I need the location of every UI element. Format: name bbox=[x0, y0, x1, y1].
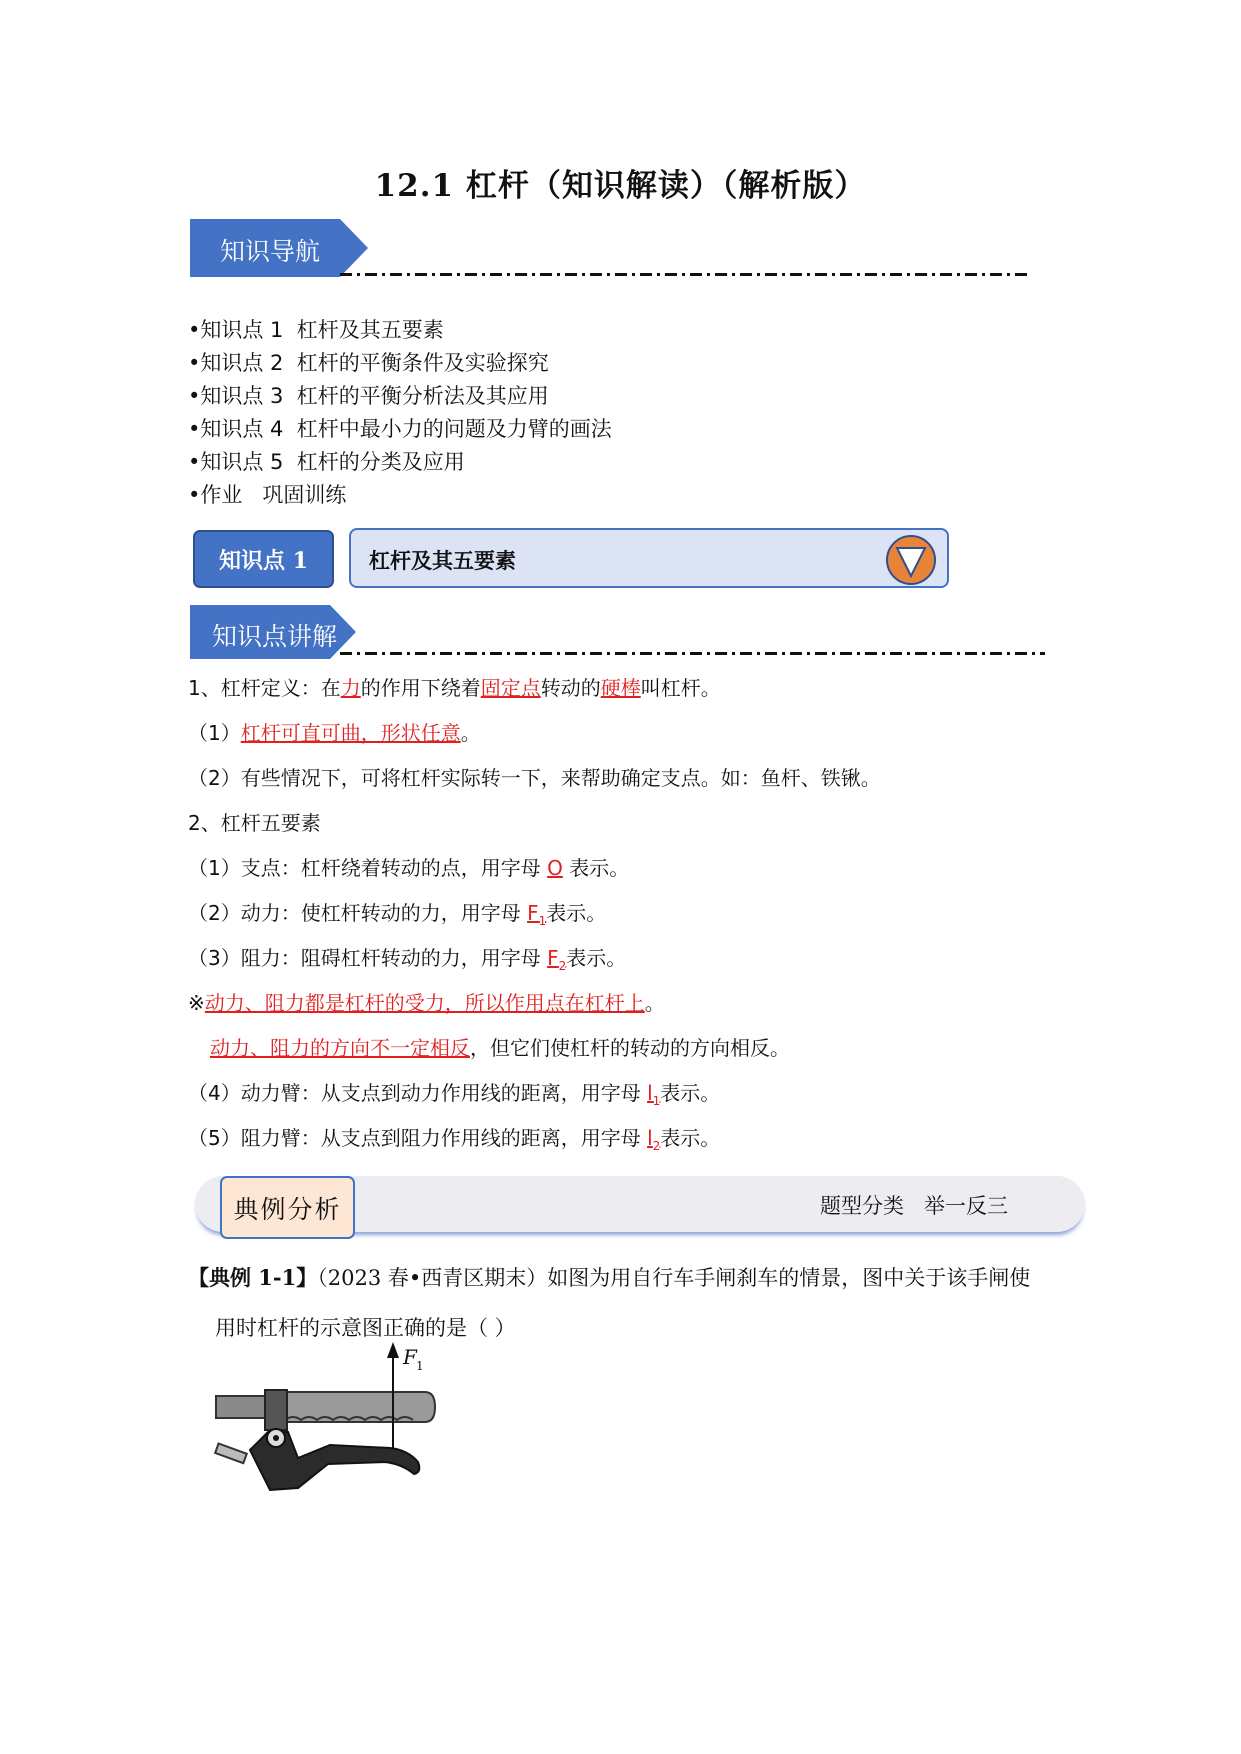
example-question-line: 用时杠杆的示意图正确的是（ ） bbox=[215, 1316, 516, 1340]
nav-banner-label: 知识导航 bbox=[220, 237, 321, 266]
nav-item[interactable]: •知识点 5 杠杆的分类及应用 bbox=[188, 450, 465, 474]
force-label-sub: 1 bbox=[416, 1359, 424, 1373]
content-line: （5）阻力臂：从支点到阻力作用线的距离，用字母 $l_2$表示。 bbox=[188, 1126, 721, 1153]
force-label: F bbox=[403, 1345, 417, 1369]
content-line: 1、杠杆定义：在力的作用下绕着固定点转动的硬棒叫杠杆。 bbox=[188, 676, 721, 700]
example-section-subtitle: 题型分类 举一反三 bbox=[820, 1194, 1009, 1218]
nav-list bbox=[188, 314, 612, 512]
triangle-down-icon bbox=[885, 534, 937, 590]
nav-item[interactable]: •作业 巩固训练 bbox=[188, 483, 347, 507]
explain-banner-label: 知识点讲解 bbox=[212, 622, 338, 651]
divider bbox=[340, 652, 1045, 655]
nav-item[interactable]: •知识点 2 杠杆的平衡条件及实验探究 bbox=[188, 351, 549, 375]
content-line: （2）有些情况下，可将杠杆实际转一下，来帮助确定支点。如：鱼杆、铁锹。 bbox=[188, 766, 881, 790]
nav-item[interactable]: •知识点 3 杠杆的平衡分析法及其应用 bbox=[188, 384, 549, 408]
nav-item[interactable]: •知识点 1 杠杆及其五要素 bbox=[188, 318, 444, 342]
content-line: （4）动力臂：从支点到动力作用线的距离，用字母 $l_1$表示。 bbox=[188, 1081, 721, 1108]
hand-brake-figure bbox=[210, 1340, 450, 1500]
content-line: （2）动力：使杠杆转动的力，用字母 $F_1$表示。 bbox=[188, 901, 607, 928]
nav-banner bbox=[190, 219, 370, 277]
knowledge-point-tag: 知识点 1 bbox=[193, 530, 334, 588]
example-question-line: 【典例 1-1】（2023 春•西青区期末）如图为用自行车手闸刹车的情景，图中关于该手闸使 bbox=[188, 1265, 1031, 1290]
example-section-tag: 典例分析 bbox=[220, 1176, 355, 1239]
content-line: 2、杠杆五要素 bbox=[188, 811, 321, 835]
content-line: （3）阻力：阻碍杠杆转动的力，用字母 $F_2$表示。 bbox=[188, 946, 627, 973]
content-line: 动力、阻力的方向不一定相反，但它们使杠杆的转动的方向相反。 bbox=[210, 1036, 790, 1060]
page-title: 12.1 杠杆（知识解读）（解析版） bbox=[374, 168, 867, 204]
content-line: （1）支点：杠杆绕着转动的点，用字母 O 表示。 bbox=[188, 856, 630, 880]
content-line: （1）杠杆可直可曲，形状任意。 bbox=[188, 721, 481, 745]
knowledge-point-title: 杠杆及其五要素 bbox=[369, 549, 516, 573]
content-line: ※动力、阻力都是杠杆的受力，所以作用点在杠杆上。 bbox=[188, 991, 665, 1015]
knowledge-point-bar bbox=[349, 528, 949, 588]
nav-item[interactable]: •知识点 4 杠杆中最小力的问题及力臂的画法 bbox=[188, 417, 612, 441]
divider bbox=[340, 273, 1030, 276]
